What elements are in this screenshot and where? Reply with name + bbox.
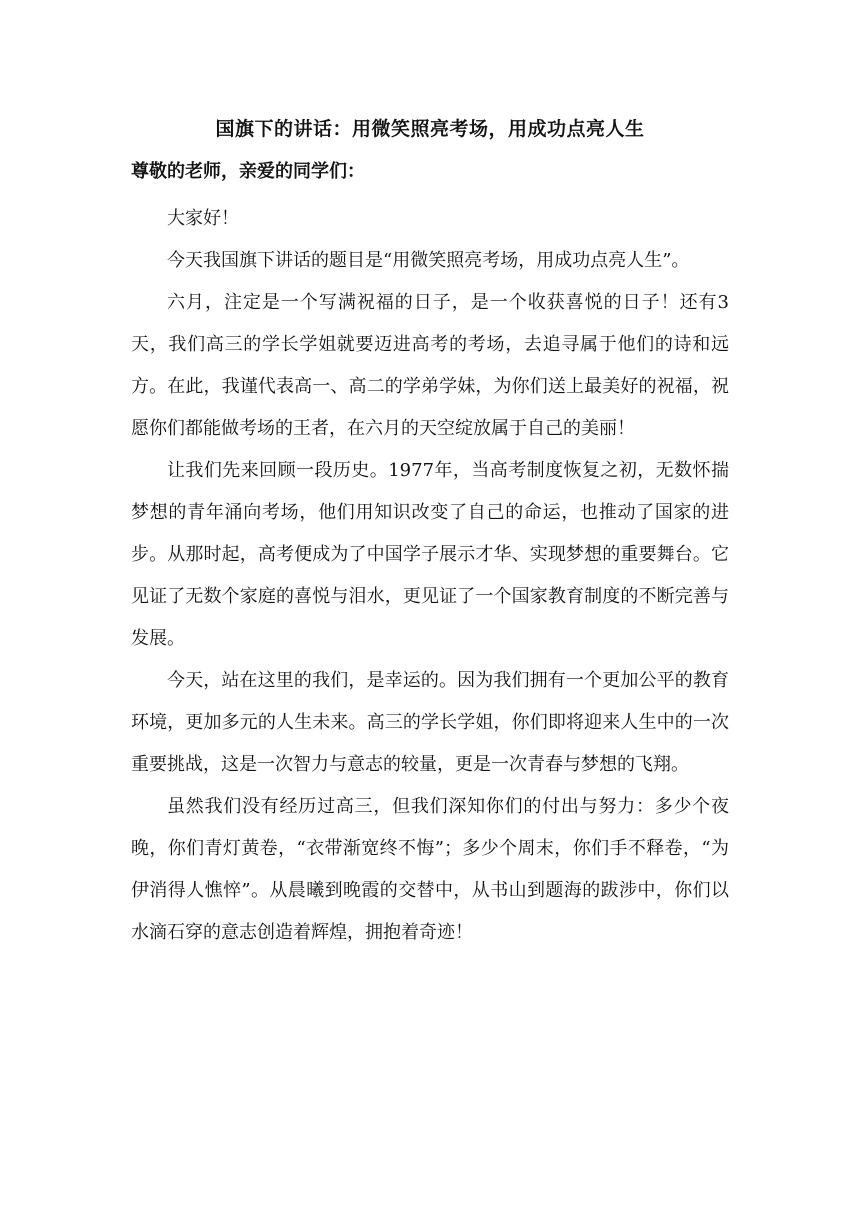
salutation: 尊敬的老师，亲爱的同学们： [131, 161, 365, 182]
paragraph-effort: 虽然我们没有经历过高三，但我们深知你们的付出与努力：多少个夜晚，你们青灯黄卷，“衣带渐宽终不悔”；多少个周末，你们手不释卷，“为伊消得人憔悴”。从晨曦到晚霞的交替中，从书山到题海的跋涉中，你们以水滴石穿的意志创造着辉煌，拥抱着奇迹！ [131, 796, 729, 943]
document-title: 国旗下的讲话：用微笑照亮考场，用成功点亮人生 [215, 118, 645, 140]
paragraph-greeting: 大家好！ [167, 208, 239, 229]
speech-body [131, 198, 729, 954]
paragraph-today: 今天，站在这里的我们，是幸运的。因为我们拥有一个更加公平的教育环境，更加多元的人生未来。高三的学长学姐，你们即将迎来人生中的一次重要挑战，这是一次智力与意志的较量，更是一次青春与梦想的飞翔。 [131, 670, 729, 775]
paragraph-june: 六月，注定是一个写满祝福的日子，是一个收获喜悦的日子！还有3天，我们高三的学长学姐就要迈进高考的考场，去追寻属于他们的诗和远方。在此，我谨代表高一、高二的学弟学妹，为你们送上最美好的祝福，祝愿你们都能做考场的王者，在六月的天空绽放属于自己的美丽！ [131, 292, 729, 439]
paragraph-topic: 今天我国旗下讲话的题目是“用微笑照亮考场，用成功点亮人生”。 [167, 250, 690, 271]
paragraph-history: 让我们先来回顾一段历史。1977年，当高考制度恢复之初，无数怀揣梦想的青年涌向考场，他们用知识改变了自己的命运，也推动了国家的进步。从那时起，高考便成为了中国学子展示才华、实现梦想的重要舞台。它见证了无数个家庭的喜悦与泪水，更见证了一个国家教育制度的不断完善与发展。 [131, 460, 729, 649]
